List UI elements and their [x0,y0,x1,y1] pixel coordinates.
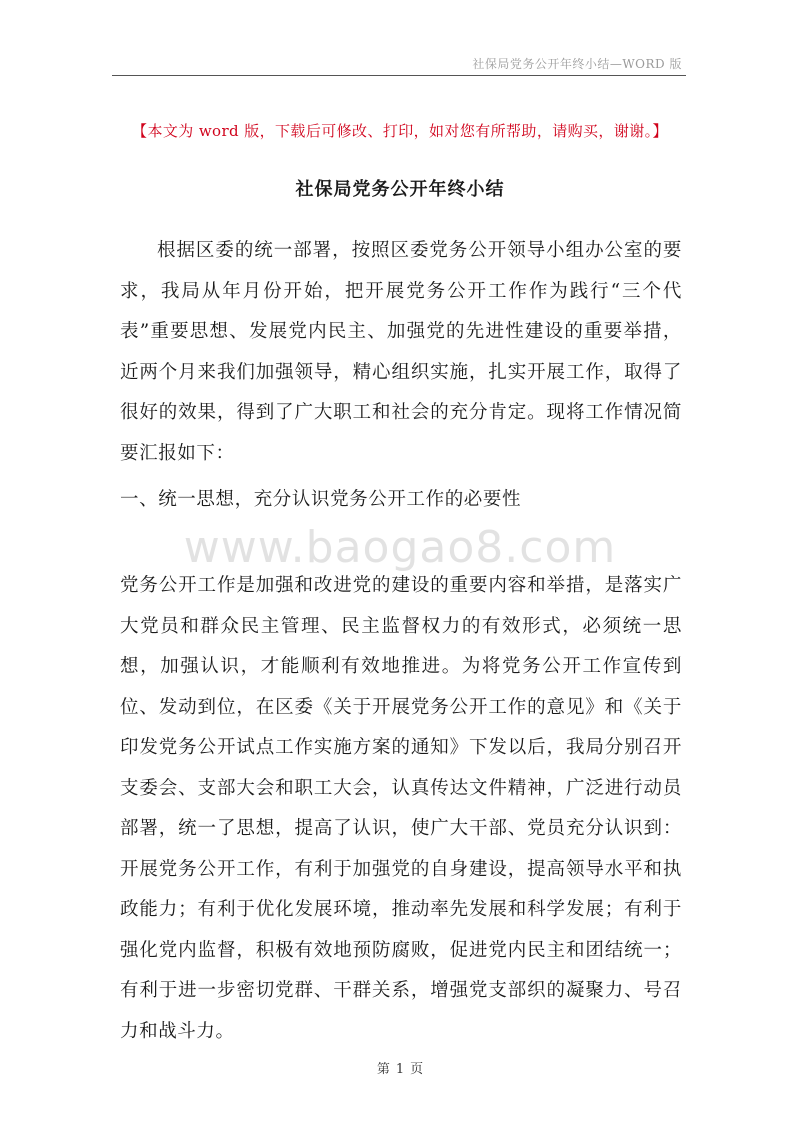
watermark: www.baogao8.com [183,522,617,573]
body-paragraph: 党务公开工作是加强和改进党的建设的重要内容和举措，是落实广大党员和群众民主管理、民主监督权力的有效形式，必须统一思想，加强认识，才能顺利有效地推进。为将党务公开工作宣传到位、发动到位，在区委《关于开展党务公开工作的意见》和《关于印发党务公开试点工作实施方案的通知》下发以后，我局分别召开支委会、支部大会和职工大会，认真传达文件精神，广泛进行动员部署，统一了思想，提高了认识，使广大干部、党员充分认识到：开展党务公开工作，有利于加强党的自身建设，提高领导水平和执政能力；有利于优化发展环境，推动率先发展和科学发展；有利于强化党内监督，积极有效地预防腐败，促进党内民主和团结统一；有利于进一步密切党群、干群关系，增强党支部织的凝聚力、号召力和战斗力。 [120,575,682,1042]
section-heading: 一、统一思想，充分认识党务公开工作的必要性 [120,489,522,510]
header-divider [112,75,686,76]
page-number-value: 1 [395,1062,405,1077]
page-prefix: 第 [376,1062,390,1077]
intro-paragraph: 根据区委的统一部署，按照区委党务公开领导小组办公室的要求，我局从年月份开始，把开展党务公开工作作为践行“三个代表”重要思想、发展党内民主、加强党的先进性建设的重要举措，近两个月来我们加强领导，精心组织实施，扎实开展工作，取得了很好的效果，得到了广大职工和社会的充分肯定。现将工作情况简要汇报如下： [120,240,682,464]
running-header: 社保局党务公开年终小结—WORD 版 [472,57,682,71]
page-number [0,1058,800,1077]
document-title: 社保局党务公开年终小结 [295,179,505,200]
page-suffix: 页 [410,1062,424,1077]
download-notice: 【本文为 word 版，下载后可修改、打印，如对您有所帮助，请购买，谢谢。】 [132,122,668,140]
